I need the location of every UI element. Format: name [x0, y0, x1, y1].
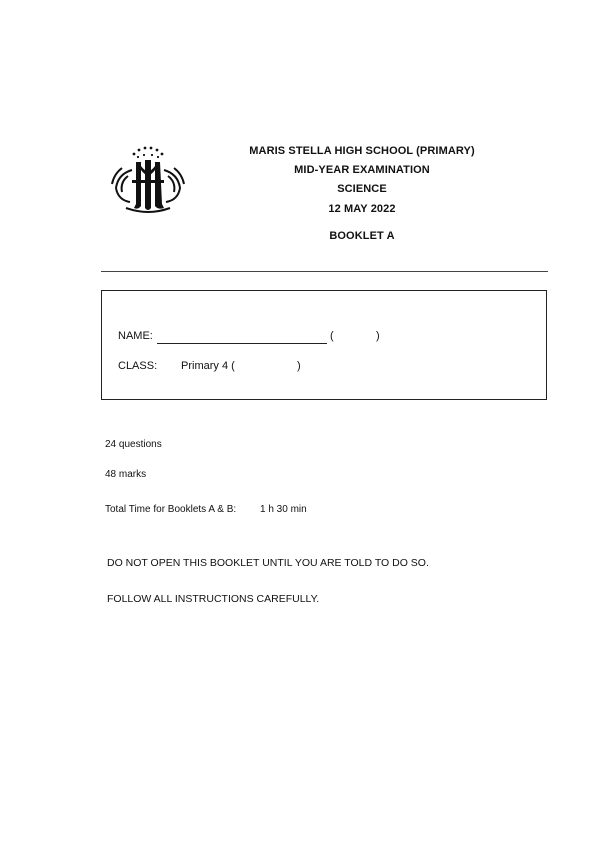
header-divider	[101, 271, 548, 272]
register-number-close: )	[376, 330, 380, 342]
time-label: Total Time for Booklets A & B:	[105, 504, 237, 515]
exam-date: 12 MAY 2022	[328, 203, 396, 215]
time-value: 1 h 30 min	[260, 504, 307, 515]
class-value: Primary 4 (	[181, 360, 235, 372]
school-crest-icon	[108, 140, 188, 216]
exam-title: MID-YEAR EXAMINATION	[294, 164, 430, 176]
name-field[interactable]	[157, 343, 327, 344]
student-info-box	[101, 290, 547, 400]
booklet-label: BOOKLET A	[329, 230, 395, 242]
notice-do-not-open: DO NOT OPEN THIS BOOKLET UNTIL YOU ARE TOLD TO DO SO.	[107, 557, 429, 569]
question-count: 24 questions	[105, 439, 162, 450]
notice-follow-instructions: FOLLOW ALL INSTRUCTIONS CAREFULLY.	[107, 593, 320, 605]
total-marks: 48 marks	[105, 469, 147, 480]
register-number-open: (	[330, 330, 334, 342]
subject-title: SCIENCE	[337, 183, 387, 195]
school-name: MARIS STELLA HIGH SCHOOL (PRIMARY)	[249, 145, 475, 157]
name-label: NAME:	[118, 330, 153, 342]
class-paren-close: )	[297, 360, 301, 372]
class-label: CLASS:	[118, 360, 158, 372]
